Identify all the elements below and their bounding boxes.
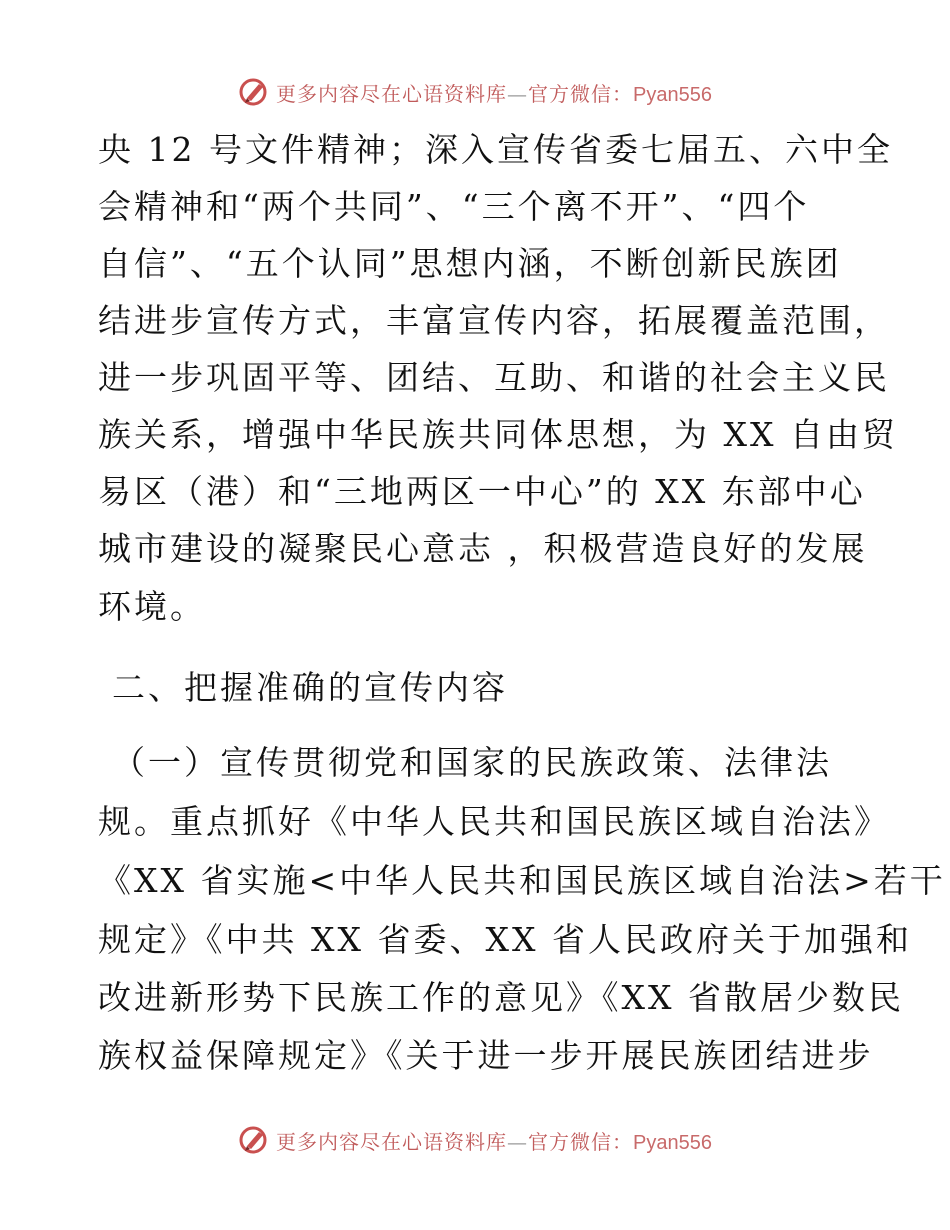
header-wechat-id: Pyan556 bbox=[633, 83, 712, 106]
header-separator: — bbox=[507, 81, 529, 106]
p1-line-1: 央 12 号文件精神；深入宣传省委七届五、六中全 bbox=[98, 130, 893, 169]
p1-line-8: 城市建设的凝聚民心意志 ，积极营造良好的发展 bbox=[98, 529, 868, 568]
p2-line-6: 族权益保障规定》《关于进一步开展民族团结进步 bbox=[98, 1036, 874, 1075]
header-brand: 更多内容尽在心语资料库 bbox=[276, 81, 508, 106]
footer-banner bbox=[0, 1120, 950, 1160]
footer-wechat-label: 官方微信： bbox=[528, 1129, 634, 1154]
footer-separator: — bbox=[507, 1129, 529, 1154]
section-heading: 二、把握准确的宣传内容 bbox=[112, 668, 508, 707]
p1-line-5: 进一步巩固平等、团结、互助、和谐的社会主义民 bbox=[98, 358, 890, 397]
p2-line-3: 《XX 省实施<中华人民共和国民族区域自治法>若干 bbox=[98, 861, 946, 900]
footer-text bbox=[276, 1126, 712, 1155]
p2-line-1: （一）宣传贯彻党和国家的民族政策、法律法 bbox=[112, 743, 832, 782]
p1-line-2: 会精神和“两个共同”、“三个离不开”、“四个 bbox=[98, 187, 810, 226]
footer-brand: 更多内容尽在心语资料库 bbox=[276, 1129, 508, 1154]
pen-logo-icon bbox=[238, 1124, 270, 1156]
p2-line-5: 改进新形势下民族工作的意见》《XX 省散居少数民 bbox=[98, 978, 904, 1017]
p1-line-7: 易区（港）和“三地两区一中心”的 XX 东部中心 bbox=[98, 472, 866, 511]
p1-line-4: 结进步宣传方式，丰富宣传内容，拓展覆盖范围， bbox=[98, 301, 890, 340]
footer-wechat-id: Pyan556 bbox=[633, 1131, 712, 1154]
p1-line-6: 族关系，增强中华民族共同体思想，为 XX 自由贸 bbox=[98, 415, 898, 454]
p2-line-2: 规。重点抓好《中华人民共和国民族区域自治法》 bbox=[98, 802, 890, 841]
p1-line-3: 自信”、“五个认同”思想内涵，不断创新民族团 bbox=[98, 244, 842, 283]
p1-line-9: 环境。 bbox=[98, 587, 206, 626]
header-wechat-label: 官方微信： bbox=[528, 81, 634, 106]
p2-line-4: 规定》《中共 XX 省委、XX 省人民政府关于加强和 bbox=[98, 920, 912, 959]
